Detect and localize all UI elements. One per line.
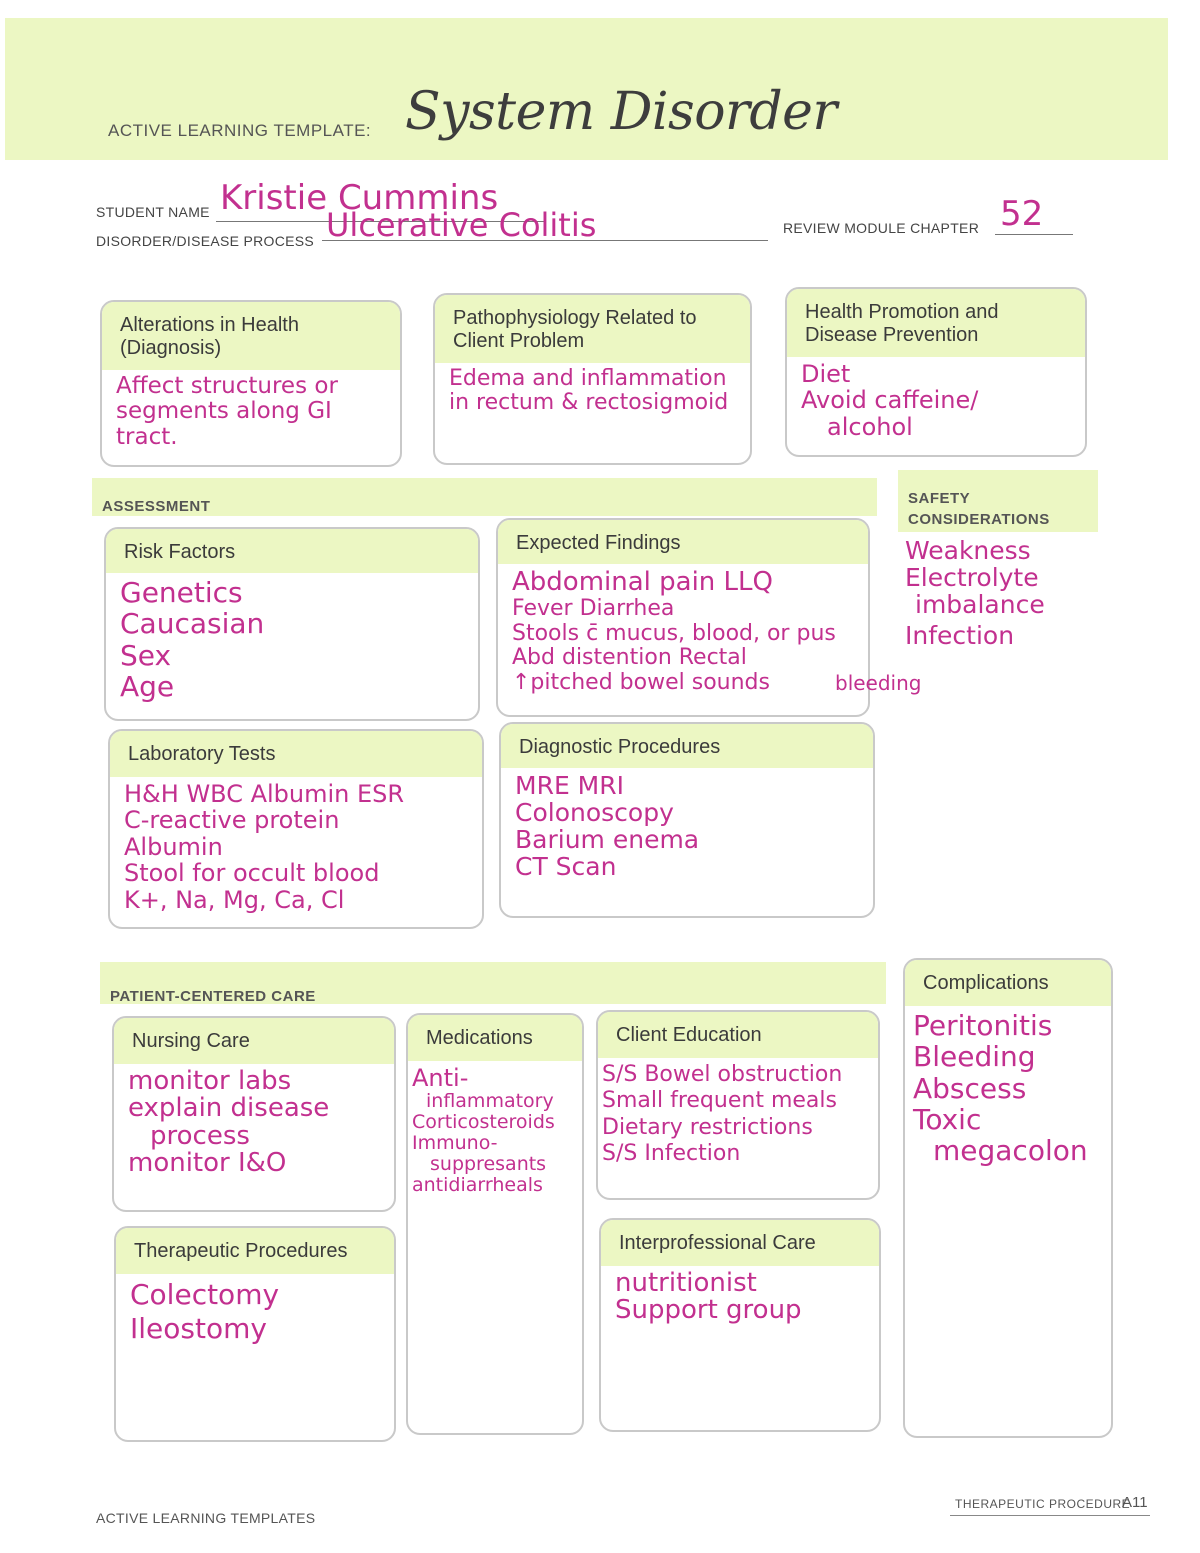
alterations-line[interactable]: Affect structures or bbox=[116, 373, 338, 399]
chapter-value[interactable]: 52 bbox=[1000, 194, 1044, 234]
expected-finding-item[interactable]: Abd distention Rectal bbox=[512, 645, 747, 671]
safety-line[interactable]: Weakness bbox=[905, 536, 1031, 565]
health-promotion-heading: Health Promotion and Disease Prevention bbox=[787, 289, 1085, 357]
lab-test-item[interactable]: K+, Na, Mg, Ca, Cl bbox=[124, 885, 345, 914]
lab-test-item[interactable]: H&H WBC Albumin ESR bbox=[124, 780, 405, 808]
medication-item[interactable]: Corticosteroids bbox=[412, 1111, 555, 1134]
expected-finding-item[interactable]: Stools c̄ mucus, blood, or pus bbox=[512, 620, 836, 646]
diagnostic-item[interactable]: Barium enema bbox=[515, 825, 700, 854]
risk-factor-item[interactable]: Age bbox=[120, 670, 175, 704]
diagnostic-procedures-heading: Diagnostic Procedures bbox=[501, 724, 873, 768]
diagnostic-item[interactable]: CT Scan bbox=[515, 852, 617, 881]
health-promotion-box bbox=[785, 287, 1087, 457]
footer-left-label: ACTIVE LEARNING TEMPLATES bbox=[96, 1510, 316, 1526]
risk-factors-box bbox=[104, 527, 480, 721]
template-label: ACTIVE LEARNING TEMPLATE: bbox=[108, 121, 372, 140]
template-title: System Disorder bbox=[405, 82, 837, 142]
client-education-item[interactable]: Dietary restrictions bbox=[602, 1114, 813, 1140]
medications-heading: Medications bbox=[408, 1015, 582, 1061]
therapeutic-procedures-heading: Therapeutic Procedures bbox=[116, 1228, 394, 1274]
safety-line[interactable]: imbalance bbox=[915, 590, 1045, 619]
interprofessional-item[interactable]: nutritionist bbox=[615, 1268, 757, 1298]
chapter-label: REVIEW MODULE CHAPTER bbox=[783, 220, 980, 236]
disorder-label: DISORDER/DISEASE PROCESS bbox=[96, 233, 315, 249]
expected-finding-overflow[interactable]: bleeding bbox=[835, 671, 922, 695]
alterations-line[interactable]: tract. bbox=[116, 423, 178, 450]
lab-test-item[interactable]: Albumin bbox=[124, 832, 223, 861]
footer-rule bbox=[950, 1515, 1150, 1516]
medications-box bbox=[406, 1013, 584, 1435]
interprofessional-care-box bbox=[599, 1218, 881, 1432]
lab-test-item[interactable]: C-reactive protein bbox=[124, 806, 340, 835]
interprofessional-care-heading: Interprofessional Care bbox=[601, 1220, 879, 1266]
student-name-label: STUDENT NAME bbox=[96, 204, 210, 220]
alterations-line[interactable]: segments along GI bbox=[116, 398, 332, 425]
expected-finding-item[interactable]: ↑pitched bowel sounds bbox=[512, 669, 770, 695]
nursing-care-item[interactable]: explain disease bbox=[128, 1093, 330, 1124]
pathophysiology-heading: Pathophysiology Related to Client Problem bbox=[435, 295, 750, 363]
expected-findings-heading: Expected Findings bbox=[498, 520, 868, 564]
laboratory-tests-heading: Laboratory Tests bbox=[110, 731, 482, 777]
medication-item[interactable]: inflammatory bbox=[426, 1090, 554, 1113]
health-promotion-line[interactable]: alcohol bbox=[827, 412, 913, 441]
expected-finding-item[interactable]: Fever Diarrhea bbox=[512, 596, 675, 622]
nursing-care-heading: Nursing Care bbox=[114, 1018, 394, 1064]
interprofessional-item[interactable]: Support group bbox=[615, 1295, 802, 1326]
pathophysiology-box bbox=[433, 293, 752, 465]
complication-item[interactable]: Toxic bbox=[913, 1103, 982, 1137]
medication-item[interactable]: Anti- bbox=[412, 1064, 469, 1092]
therapeutic-procedure-item[interactable]: Ileostomy bbox=[130, 1311, 267, 1345]
nursing-care-item[interactable]: process bbox=[150, 1120, 250, 1151]
health-promotion-line[interactable]: Diet bbox=[801, 360, 851, 388]
medication-item[interactable]: suppresants bbox=[430, 1153, 547, 1176]
complications-box bbox=[903, 958, 1113, 1438]
laboratory-tests-box bbox=[108, 729, 484, 929]
safety-heading-line: SAFETY bbox=[908, 490, 971, 507]
footer-page-number: A11 bbox=[1122, 1494, 1148, 1511]
risk-factor-item[interactable]: Caucasian bbox=[120, 607, 265, 641]
client-education-item[interactable]: Small frequent meals bbox=[602, 1088, 837, 1114]
lab-test-item[interactable]: Stool for occult blood bbox=[124, 859, 380, 888]
pathophysiology-line[interactable]: in rectum & rectosigmoid bbox=[449, 390, 729, 416]
alterations-box bbox=[100, 300, 402, 467]
complication-item[interactable]: megacolon bbox=[933, 1134, 1088, 1168]
safety-line[interactable]: Electrolyte bbox=[905, 563, 1039, 592]
nursing-care-item[interactable]: monitor labs bbox=[128, 1066, 292, 1096]
alterations-heading: Alterations in Health (Diagnosis) bbox=[102, 302, 400, 370]
chapter-line bbox=[995, 234, 1073, 235]
diagnostic-item[interactable]: Colonoscopy bbox=[515, 798, 674, 827]
complication-item[interactable]: Bleeding bbox=[913, 1040, 1036, 1074]
footer-right-label: THERAPEUTIC PROCEDURE bbox=[955, 1497, 1131, 1511]
assessment-section-label: ASSESSMENT bbox=[92, 478, 877, 516]
client-education-box bbox=[596, 1010, 880, 1200]
patient-care-section-label: PATIENT-CENTERED CARE bbox=[100, 962, 886, 1004]
risk-factors-heading: Risk Factors bbox=[106, 529, 478, 573]
complications-heading: Complications bbox=[905, 960, 1111, 1006]
diagnostic-item[interactable]: MRE MRI bbox=[515, 771, 624, 800]
medication-item[interactable]: antidiarrheals bbox=[412, 1173, 543, 1196]
health-promotion-line[interactable]: Avoid caffeine/ bbox=[801, 386, 979, 415]
diagnostic-procedures-box bbox=[499, 722, 875, 918]
client-education-item[interactable]: S/S Bowel obstruction bbox=[602, 1062, 843, 1087]
nursing-care-box bbox=[112, 1016, 396, 1212]
pathophysiology-line[interactable]: Edema and inflammation bbox=[449, 366, 727, 391]
risk-factor-item[interactable]: Genetics bbox=[120, 576, 243, 609]
therapeutic-procedures-box bbox=[114, 1226, 396, 1442]
nursing-care-item[interactable]: monitor I&O bbox=[128, 1147, 287, 1178]
medication-item[interactable]: Immuno- bbox=[412, 1132, 498, 1155]
expected-findings-box bbox=[496, 518, 870, 717]
client-education-item[interactable]: S/S Infection bbox=[602, 1141, 741, 1167]
client-education-heading: Client Education bbox=[598, 1012, 878, 1058]
student-name-value[interactable]: Kristie Cummins bbox=[220, 178, 499, 218]
safety-heading bbox=[908, 488, 1050, 530]
safety-notes bbox=[905, 537, 1045, 649]
safety-line[interactable]: Infection bbox=[905, 621, 1015, 650]
risk-factor-item[interactable]: Sex bbox=[120, 638, 172, 672]
disorder-value[interactable]: Ulcerative Colitis bbox=[326, 206, 597, 244]
therapeutic-procedure-item[interactable]: Colectomy bbox=[130, 1278, 280, 1311]
expected-finding-item[interactable]: Abdominal pain LLQ bbox=[512, 567, 773, 597]
complication-item[interactable]: Peritonitis bbox=[913, 1009, 1053, 1042]
complication-item[interactable]: Abscess bbox=[913, 1071, 1027, 1105]
safety-heading-line: CONSIDERATIONS bbox=[908, 511, 1050, 528]
